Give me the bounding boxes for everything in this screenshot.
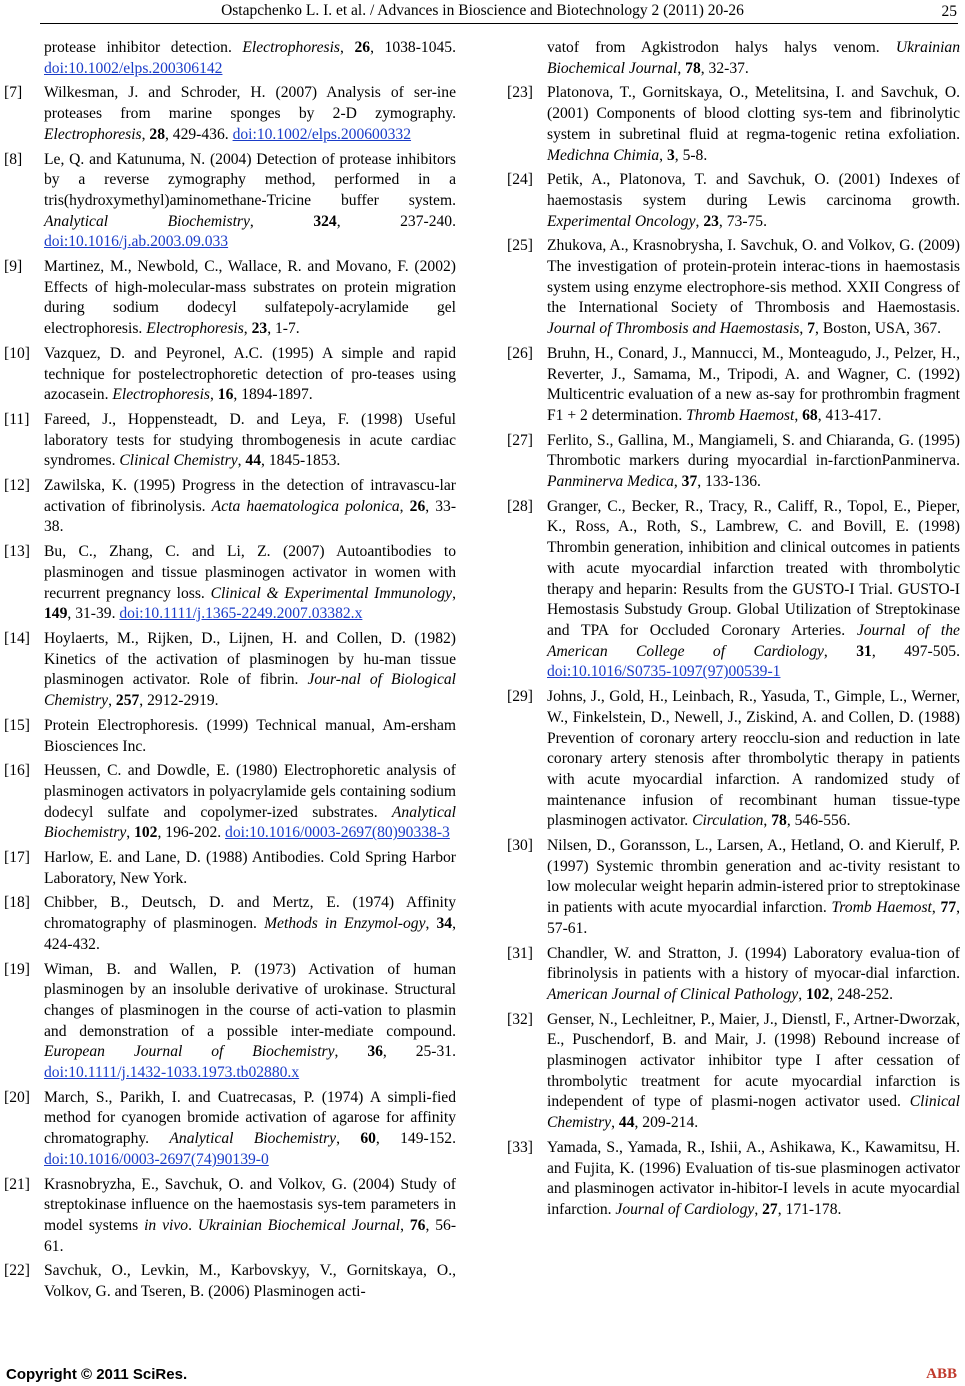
reference-entry	[4, 1088, 456, 1171]
reference-entry	[507, 687, 960, 832]
doi-link[interactable]: doi:10.1002/elps.200600332	[232, 125, 412, 143]
reference-segment: ,	[823, 642, 857, 660]
reference-volume: 149	[44, 605, 68, 623]
reference-entry	[4, 716, 456, 757]
reference-text	[547, 836, 960, 940]
reference-source: Thromb Haemost	[686, 406, 795, 424]
doi-link[interactable]: doi:10.1016/S0735-1097(97)00539-1	[547, 663, 781, 681]
reference-source: Experimental Oncology	[547, 212, 696, 230]
reference-text	[547, 1138, 960, 1221]
reference-text	[547, 431, 960, 493]
reference-segment: Heussen, C. and Dowdle, E. (1980) Electrophoretic analysis of plasminogen activators in polyacrylamide gels containing sodium dodecyl sulfate and copolymer-ized substrates.	[44, 762, 456, 821]
reference-source: European Journal of Biochemistry	[44, 1043, 335, 1061]
reference-text	[44, 629, 456, 712]
reference-segment: Protein Electrophoresis. (1999) Technical manual, Am-ersham Biosciences Inc.	[44, 716, 456, 755]
reference-text	[547, 170, 960, 232]
reference-number: [27]	[507, 431, 533, 449]
reference-segment: , 133-136.	[697, 473, 761, 491]
reference-text	[44, 476, 456, 538]
reference-text	[44, 38, 456, 79]
reference-number: [24]	[507, 171, 533, 189]
reference-entry	[4, 38, 456, 79]
reference-entry	[507, 431, 960, 493]
reference-segment: ,	[249, 212, 314, 230]
reference-text	[44, 257, 456, 340]
reference-number: [18]	[4, 894, 30, 912]
reference-volume: 3	[666, 146, 675, 164]
reference-segment: , 546-556.	[786, 812, 851, 830]
doi-link[interactable]: doi:10.1016/j.ab.2003.09.033	[44, 233, 229, 251]
reference-text	[547, 687, 960, 832]
reference-text	[547, 944, 960, 1006]
reference-segment: ,	[210, 386, 218, 404]
reference-entry	[507, 344, 960, 427]
reference-segment: Le, Q. and Katunuma, N. (2004) Detection of protease inhibitors by a reverse zymography method, performed in a tris(hydroxymethyl)aminomethane-Tricine buffer system.	[44, 150, 456, 209]
reference-source: Analytical Biochemistry	[44, 803, 456, 842]
reference-segment: vatof from Agkistrodon halys halys venom.	[547, 39, 896, 56]
reference-entry	[507, 1010, 960, 1134]
reference-number: [25]	[507, 237, 533, 255]
reference-segment: Savchuk, O., Levkin, M., Karbovskyy, V., Gornitskaya, O., Volkov, G. and Tseren, B. (2006) Plasminogen acti-	[44, 1262, 456, 1301]
references-right-column	[507, 38, 960, 1225]
reference-segment: Yamada, S., Yamada, R., Ishii, A., Ashikawa, K., Kawamitsu, H. and Fujita, K. (1996) Evaluation of tis-sue plasminogen activator and plasminogen activator in-hibitor-I levels in acute myocardial infarction.	[547, 1138, 960, 1218]
reference-number: [14]	[4, 629, 30, 647]
reference-segment: Wiman, B. and Wallen, P. (1973) Activation of human plasminogen by an insoluble derivative of urokinase. Structural changes of plasminogen in the course of acti-vation to plasmin and demonstration of a possible inter-mediate compound.	[44, 960, 456, 1040]
reference-segment: March, S., Parikh, I. and Cuatrecasas, P. (1974) A simpli-fied method for cyanogen bromide activation of agarose for affinity chromatography.	[44, 1088, 456, 1148]
reference-source: Ukrainian Biochemical Journal	[197, 1216, 401, 1234]
reference-text	[547, 1010, 960, 1134]
reference-number: [9]	[4, 258, 23, 276]
reference-segment: , 196-202.	[157, 824, 226, 842]
reference-number: [12]	[4, 477, 30, 495]
reference-source: Clinical & Experimental Immunology	[210, 584, 453, 602]
page-number: 25	[941, 3, 957, 20]
reference-segment: , 248-252.	[829, 985, 894, 1003]
reference-entry	[4, 761, 456, 844]
reference-volume: 23	[251, 320, 268, 338]
reference-text	[44, 542, 456, 625]
reference-text	[44, 1088, 456, 1171]
reference-entry	[4, 83, 456, 145]
reference-volume: 16	[217, 386, 234, 404]
reference-source: Acta haematologica polonica	[211, 497, 400, 515]
reference-text	[44, 960, 456, 1084]
reference-text	[44, 83, 456, 145]
reference-number: [31]	[507, 944, 533, 962]
page-header	[0, 2, 965, 24]
reference-source: Electrophoresis	[112, 386, 210, 404]
reference-segment: , 237-240.	[336, 212, 456, 230]
reference-volume: 102	[806, 985, 830, 1003]
reference-segment: , 2912-2919.	[139, 692, 219, 710]
reference-segment: Martinez, M., Newbold, C., Wallace, R. and Movano, F. (2002) Effects of high-molecular-mass substrates on protein migration during sodium dodecyl sulfatepoly-acrylamide gel electrophoresis.	[44, 258, 456, 338]
reference-entry	[4, 848, 456, 889]
reference-source: Clinical Chemistry	[547, 1093, 960, 1132]
reference-volume: 44	[618, 1114, 635, 1132]
reference-volume: 76	[409, 1216, 426, 1234]
reference-segment: Hoylaerts, M., Rijken, D., Lijnen, H. and Collen, D. (1982) Kinetics of the activation of plasminogen by hu-man tissue plasminogen activator. Role of fibrin.	[44, 629, 456, 689]
reference-segment: Chandler, W. and Stratton, J. (1994) Laboratory evalua-tion of fibrinolysis in patients with a history of myocar-dial infarction.	[547, 944, 960, 983]
reference-segment: Ferlito, S., Gallina, M., Mangiameli, S. and Chiaranda, G. (1995) Thrombotic markers during myocardial in-farctionPanminerva.	[547, 431, 960, 470]
reference-segment: ,	[400, 1216, 410, 1234]
reference-number: [23]	[507, 84, 533, 102]
reference-entry	[507, 170, 960, 232]
reference-segment: , 33-38.	[44, 497, 457, 536]
reference-entry	[507, 497, 960, 683]
reference-volume: 257	[115, 692, 140, 710]
reference-text	[44, 344, 456, 406]
reference-number: [11]	[4, 410, 30, 428]
reference-segment: ,	[399, 497, 410, 515]
reference-entry	[4, 476, 456, 538]
reference-source: Analytical Biochemistry	[169, 1130, 337, 1148]
reference-segment: , 56-61.	[44, 1216, 457, 1255]
reference-text	[547, 83, 960, 166]
reference-volume: 324	[313, 212, 337, 230]
reference-segment: ,	[141, 125, 150, 143]
reference-number: [17]	[4, 849, 30, 867]
reference-segment: ,	[931, 899, 941, 917]
reference-segment: , 171-178.	[777, 1200, 842, 1218]
reference-source: Clinical Chemistry	[119, 452, 238, 470]
reference-segment: , 429-436.	[164, 125, 233, 143]
reference-number: [15]	[4, 716, 30, 734]
reference-volume: 31	[856, 642, 872, 660]
doi-link[interactable]: doi:10.1111/j.1432-1033.1973.tb02880.x	[44, 1064, 300, 1082]
reference-segment: , 149-152.	[375, 1130, 456, 1148]
reference-number: [7]	[4, 84, 23, 102]
reference-segment: ,	[452, 584, 456, 602]
references-left-column	[4, 38, 456, 1307]
reference-text	[44, 1175, 456, 1258]
reference-source: Journal of Cardiology	[615, 1200, 755, 1218]
reference-volume: 78	[685, 59, 701, 77]
reference-entry	[507, 1138, 960, 1221]
reference-number: [16]	[4, 762, 30, 780]
reference-segment: , 73-75.	[718, 212, 767, 230]
reference-segment: , 1038-1045.	[370, 39, 456, 56]
reference-entry	[4, 150, 456, 254]
doi-link[interactable]: doi:10.1016/0003-2697(80)90338-3	[225, 824, 450, 842]
reference-segment: ,	[677, 59, 686, 77]
reference-segment: ,	[336, 1130, 361, 1148]
reference-source: Methods in Enzymol-ogy	[264, 915, 426, 933]
reference-volume: 78	[771, 812, 787, 830]
reference-source: Journal of the American College of Cardiology	[547, 621, 960, 660]
reference-segment: , 209-214.	[634, 1114, 699, 1132]
reference-text	[44, 410, 456, 472]
reference-volume: 26	[354, 39, 371, 56]
reference-source: Panminerva Medica	[547, 473, 674, 491]
reference-entry	[4, 542, 456, 625]
reference-text	[547, 236, 960, 340]
reference-source: Electrophoresis	[146, 320, 244, 338]
reference-segment: Zhukova, A., Krasnobrysha, I. Savchuk, O. and Volkov, G. (2009) The investigation of protein-protein interac-tions in haemostasis system using enzyme electrophore-sis method. XXII Congress of the International Society of Thrombosis and Haemostasis.	[547, 237, 960, 317]
reference-source: Journal of Thrombosis and Haemostasis	[547, 320, 800, 338]
reference-volume: 36	[367, 1043, 383, 1061]
reference-segment: Krasnobryzha, E., Savchuk, O. and Volkov, G. (2004) Study of streptokinase influence on the haemostasis sys-tem parameters in model systems	[44, 1175, 456, 1234]
reference-text	[44, 848, 456, 889]
reference-segment: Bruhn, H., Conard, J., Mannucci, M., Monteagudo, J., Pelzer, H., Reverter, J., Samama, M., Tripodi, A. and Wagner, C. (1992) Multicentric evaluation of a new as-say for prothrombin fragment F1 + 2 determination.	[547, 344, 960, 424]
reference-segment: ,	[798, 985, 806, 1003]
reference-number: [22]	[4, 1262, 30, 1280]
reference-entry	[4, 257, 456, 340]
reference-entry	[4, 893, 456, 955]
header-rule	[40, 23, 958, 24]
reference-segment: Johns, J., Gold, H., Leinbach, R., Yasuda, T., Gimple, L., Werner, W., Finkelstein, D., Newell, J., Ziskind, A. and Collen, D. (1988) Prevention of coronary artery reocclu-sion and reduction in late coronary artery stenosis after thrombolytic therapy in patients with acute myocardial infarction. A randomized study of maintenance infusion of recombinant human tissue-type plasminogen activator.	[547, 688, 960, 830]
reference-volume: 27	[762, 1200, 778, 1218]
reference-source: Circulation	[692, 812, 764, 830]
reference-source: Tromb Haemost	[831, 899, 932, 917]
reference-number: [8]	[4, 150, 23, 168]
reference-text	[547, 344, 960, 427]
reference-entry	[4, 344, 456, 406]
reference-segment: , 1-7.	[267, 320, 300, 338]
reference-source: Electrophoresis	[242, 39, 340, 56]
reference-segment: , 5-8.	[674, 146, 708, 164]
reference-segment: Fareed, J., Hoppensteadt, D. and Leya, F. (1998) Useful laboratory tests for studying thrombogenesis in acute cardiac syndromes.	[44, 410, 456, 470]
reference-segment: , 25-31.	[382, 1043, 456, 1061]
doi-link[interactable]: doi:10.1111/j.1365-2249.2007.03382.x	[119, 605, 363, 623]
reference-volume: 37	[681, 473, 698, 491]
reference-entry	[507, 944, 960, 1006]
reference-number: [29]	[507, 688, 533, 706]
reference-volume: 60	[360, 1130, 376, 1148]
reference-segment: Petik, A., Platonova, T. and Savchuk, O. (2001) Indexes of haemostasis system during Lewis carcinoma growth.	[547, 171, 960, 209]
reference-source: in vivo	[144, 1216, 189, 1234]
reference-segment: , 31-39.	[67, 605, 120, 623]
reference-text	[547, 38, 960, 79]
reference-text	[44, 1261, 456, 1302]
reference-segment: Harlow, E. and Lane, D. (1988) Antibodies. Cold Spring Harbor Laboratory, New York.	[44, 849, 456, 887]
reference-volume: 44	[245, 452, 262, 470]
reference-segment: , 413-417.	[817, 406, 882, 424]
reference-number: [20]	[4, 1088, 30, 1106]
reference-volume: 28	[149, 125, 165, 143]
reference-segment: ,	[799, 320, 808, 338]
reference-text	[44, 716, 456, 757]
reference-entry	[4, 960, 456, 1084]
reference-segment: ,	[695, 212, 704, 230]
doi-link[interactable]: doi:10.1016/0003-2697(74)90139-0	[44, 1150, 269, 1168]
reference-segment: ,	[673, 473, 682, 491]
reference-number: [30]	[507, 837, 533, 855]
reference-segment: ,	[108, 692, 116, 710]
reference-segment: , 424-432.	[44, 915, 456, 953]
reference-number: [21]	[4, 1175, 30, 1193]
journal-abbreviation: ABB	[926, 1366, 957, 1382]
reference-entry	[4, 629, 456, 712]
reference-entry	[507, 83, 960, 166]
reference-source: Electrophoresis	[44, 125, 142, 143]
reference-segment: , Boston, USA, 367.	[815, 320, 942, 338]
reference-entry	[507, 38, 960, 79]
reference-segment: ,	[334, 1043, 368, 1061]
reference-volume: 34	[436, 915, 453, 933]
reference-text	[547, 497, 960, 683]
page-footer	[0, 1366, 965, 1386]
reference-segment: Vazquez, D. and Peyronel, A.C. (1995) A simple and rapid technique for postelectrophoretic detection of pro-teases using azocasein.	[44, 344, 456, 404]
reference-number: [19]	[4, 960, 30, 978]
reference-source: American Journal of Clinical Pathology	[547, 985, 799, 1003]
reference-entry	[4, 1175, 456, 1258]
doi-link[interactable]: doi:10.1002/elps.200306142	[44, 59, 223, 77]
reference-number: [13]	[4, 543, 30, 561]
reference-volume: 77	[940, 899, 957, 917]
reference-text	[44, 761, 456, 844]
reference-number: [26]	[507, 344, 533, 362]
reference-segment: Platonova, T., Gornitskaya, O., Metelitsina, I. and Savchuk, O. (2001) Components of blood clotting sys-tem and fibrinolytic system in subretinal fluid at regma-togenic retina exfoliation.	[547, 84, 960, 143]
reference-volume: 26	[409, 497, 426, 515]
copyright-notice: Copyright © 2011 SciRes.	[6, 1366, 188, 1383]
reference-volume: 7	[807, 320, 816, 338]
reference-segment: Wilkesman, J. and Schroder, H. (2007) Analysis of ser-ine proteases from marine sponges by 2-D zymography.	[44, 84, 456, 123]
reference-segment: ,	[340, 39, 355, 56]
reference-number: [33]	[507, 1138, 533, 1156]
reference-segment: ,	[763, 812, 772, 830]
reference-segment: ,	[611, 1114, 619, 1132]
reference-segment: , 1845-1853.	[261, 452, 341, 470]
reference-segment: , 1894-1897.	[233, 386, 313, 404]
reference-segment: Chibber, B., Deutsch, D. and Mertz, E. (1974) Affinity chromatography of plasminogen.	[44, 894, 456, 933]
reference-text	[44, 150, 456, 254]
reference-segment: ,	[237, 452, 246, 470]
reference-segment: ,	[754, 1200, 763, 1218]
reference-segment: protease inhibitor detection.	[44, 39, 243, 56]
reference-source: Medichna Chimia	[547, 146, 660, 164]
reference-source: Jour-nal of Biological Chemistry	[44, 671, 456, 710]
reference-number: [32]	[507, 1010, 533, 1028]
reference-segment: , 57-61.	[547, 899, 961, 937]
reference-number: [10]	[4, 344, 30, 362]
reference-volume: 23	[703, 212, 719, 230]
reference-segment: ,	[425, 915, 437, 933]
reference-segment: ,	[794, 406, 803, 424]
reference-volume: 102	[134, 824, 158, 842]
reference-entry	[507, 236, 960, 340]
reference-source: Ukrainian Biochemical Journal	[547, 39, 960, 77]
reference-segment: .	[188, 1216, 198, 1234]
reference-text	[44, 893, 456, 955]
reference-entry	[4, 1261, 456, 1302]
reference-segment: , 497-505.	[871, 642, 961, 660]
reference-segment: ,	[243, 320, 252, 338]
running-title: Ostapchenko L. I. et al. / Advances in Bioscience and Biotechnology 2 (2011) 20-26	[221, 2, 744, 19]
reference-source: Analytical Biochemistry	[44, 212, 250, 230]
reference-segment: Nilsen, D., Goransson, L., Larsen, A., Hetland, O. and Kierulf, P. (1997) Systemic thrombin generation and ac-tivity resistant to low molecular weight heparin admin-istered prior to streptokinase in patients with acute myocardial infarction.	[547, 837, 960, 917]
reference-segment: ,	[126, 824, 135, 842]
reference-segment: ,	[659, 146, 667, 164]
reference-entry	[507, 836, 960, 940]
reference-segment: , 32-37.	[700, 59, 749, 77]
reference-volume: 68	[802, 406, 818, 424]
reference-segment: Bu, C., Zhang, C. and Li, Z. (2007) Autoantibodies to plasminogen and tissue plasminogen activator in women with recurrent pregnancy loss.	[44, 543, 456, 602]
reference-segment: Zawilska, K. (1995) Progress in the detection of intravascu-lar activation of fibrinolysis.	[44, 477, 456, 515]
reference-number: [28]	[507, 497, 533, 515]
reference-entry	[4, 410, 456, 472]
reference-segment: Genser, N., Lechleitner, P., Maier, J., Dienstl, F., Artner-Dworzak, E., Puschendorf, B. and Mair, J. (1998) Rebound increase of plasminogen activator inhibitor type I after cessation of thrombolytic treatment for acute myocardial infarction is independent of type of plasmi-nogen activator used.	[547, 1010, 960, 1111]
reference-segment: Granger, C., Becker, R., Tracy, R., Califf, R., Topol, E., Pieper, K., Ross, A., Roth, S., Lambrew, C. and Bovill, E. (1998) Thrombin generation, inhibition and clinical outcomes in patients with acute myocardial infarction treated with thrombolytic therapy and heparin: Results from the GUSTO-I Trial. GUSTO-I Hemostasis Substudy Group. Global Utilization of Streptokinase and TPA for Occluded Coronary Arteries.	[547, 497, 960, 639]
